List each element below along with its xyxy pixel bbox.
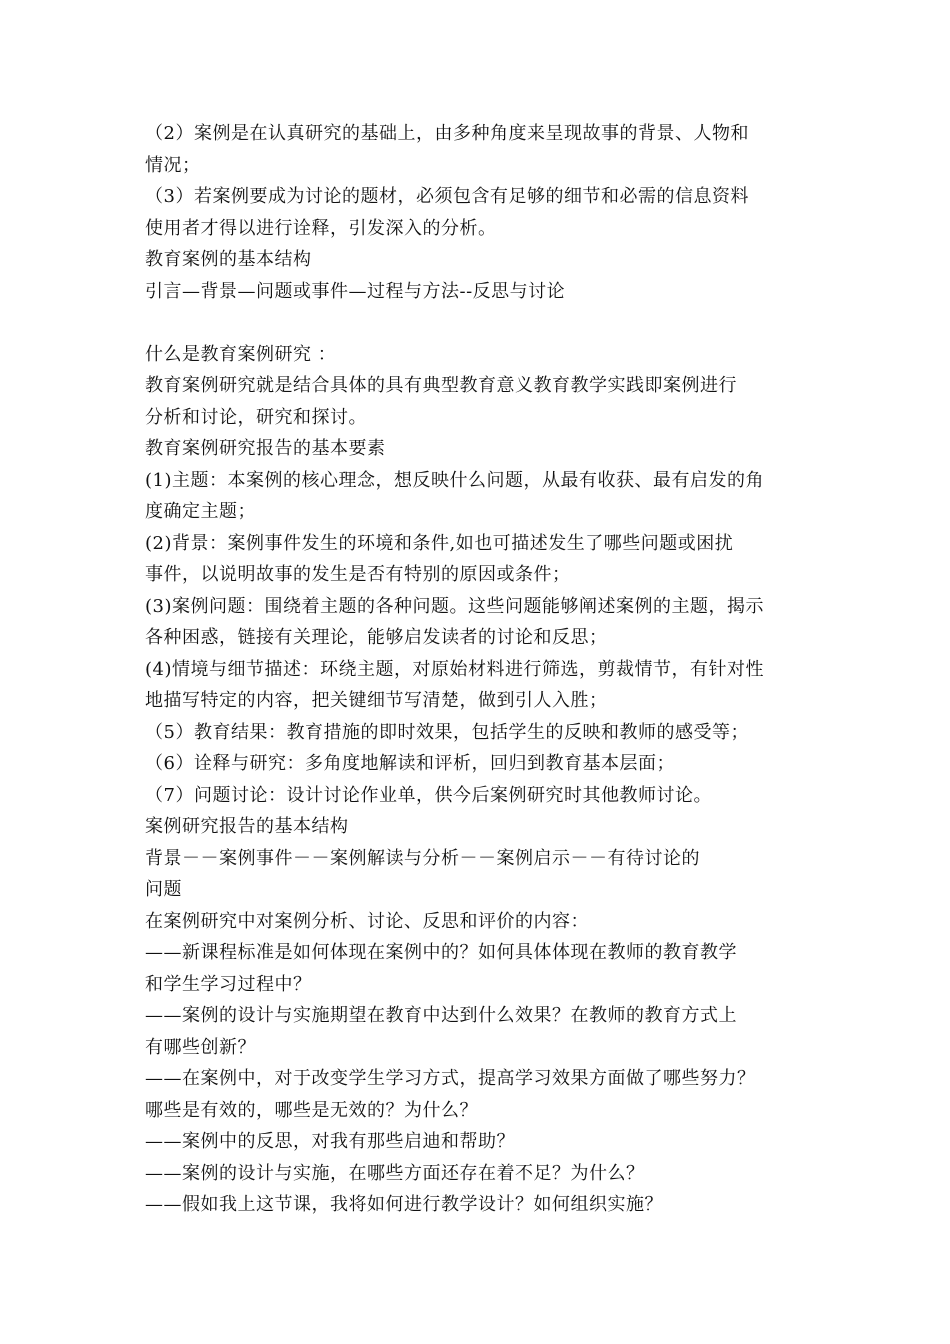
section-heading: 在案例研究中对案例分析、讨论、反思和评价的内容： [145, 910, 589, 932]
list-item: 和学生学习过程中？ [145, 973, 312, 995]
list-item: （5）教育结果：教育措施的即时效果，包括学生的反映和教师的感受等； [145, 721, 749, 743]
list-item: 哪些是有效的，哪些是无效的？为什么？ [145, 1099, 478, 1121]
paragraph-line: 使用者才得以进行诠释，引发深入的分析。 [145, 217, 497, 239]
blank-line [145, 307, 810, 339]
section-heading: 教育案例研究报告的基本要素 [145, 438, 386, 459]
list-item: ——案例的设计与实施期望在教育中达到什么效果？在教师的教育方式上 [145, 1005, 737, 1026]
list-item: 有哪些创新？ [145, 1036, 256, 1058]
paragraph-line: 情况； [145, 154, 201, 176]
section-heading: 什么是教育案例研究 ： [145, 343, 337, 365]
list-item: （6）诠释与研究：多角度地解读和评析，回归到教育基本层面； [145, 753, 675, 774]
list-item: ——新课程标准是如何体现在案例中的？如何具体体现在教师的教育教学 [145, 942, 737, 963]
list-item: ——假如我上这节课，我将如何进行教学设计？如何组织实施？ [145, 1194, 663, 1215]
list-item: 度确定主题； [145, 501, 256, 522]
list-item: (4)情境与细节描述：环绕主题，对原始材料进行筛选，剪裁情节，有针对性 [145, 658, 764, 680]
paragraph-line: 背景－－案例事件－－案例解读与分析－－案例启示－－有待讨论的 [145, 847, 700, 869]
list-item: 各种困惑，链接有关理论，能够启发读者的讨论和反思； [145, 627, 608, 648]
list-item: （7）问题讨论：设计讨论作业单，供今后案例研究时其他教师讨论。 [145, 784, 712, 806]
paragraph-line: （3）若案例要成为讨论的题材，必须包含有足够的细节和必需的信息资料 [145, 186, 749, 207]
document-body [145, 118, 810, 1221]
list-item: ——案例中的反思，对我有那些启迪和帮助？ [145, 1131, 515, 1152]
paragraph-line: （2）案例是在认真研究的基础上，由多种角度来呈现故事的背景、人物和 [145, 123, 749, 144]
list-item: (2)背景：案例事件发生的环境和条件,如也可描述发生了哪些问题或困扰 [145, 532, 734, 554]
paragraph-line: 分析和讨论，研究和探讨。 [145, 406, 367, 428]
list-item: (3)案例问题：围绕着主题的各种问题。这些问题能够阐述案例的主题，揭示 [145, 595, 764, 617]
paragraph-line: 引言—背景—问题或事件—过程与方法--反思与讨论 [145, 280, 566, 302]
paragraph-line: 教育案例研究就是结合具体的具有典型教育意义教育教学实践即案例进行 [145, 375, 737, 396]
section-heading: 案例研究报告的基本结构 [145, 816, 349, 837]
list-item: ——案例的设计与实施，在哪些方面还存在着不足？为什么？ [145, 1162, 645, 1184]
list-item: 事件，以说明故事的发生是否有特别的原因或条件； [145, 564, 571, 585]
list-item: (1)主题：本案例的核心理念，想反映什么问题，从最有收获、最有启发的角 [145, 469, 764, 491]
section-heading: 教育案例的基本结构 [145, 249, 312, 270]
paragraph-line: 问题 [145, 879, 182, 900]
list-item: ——在案例中，对于改变学生学习方式，提高学习效果方面做了哪些努力？ [145, 1068, 756, 1089]
list-item: 地描写特定的内容，把关键细节写清楚，做到引人入胜； [145, 690, 608, 711]
